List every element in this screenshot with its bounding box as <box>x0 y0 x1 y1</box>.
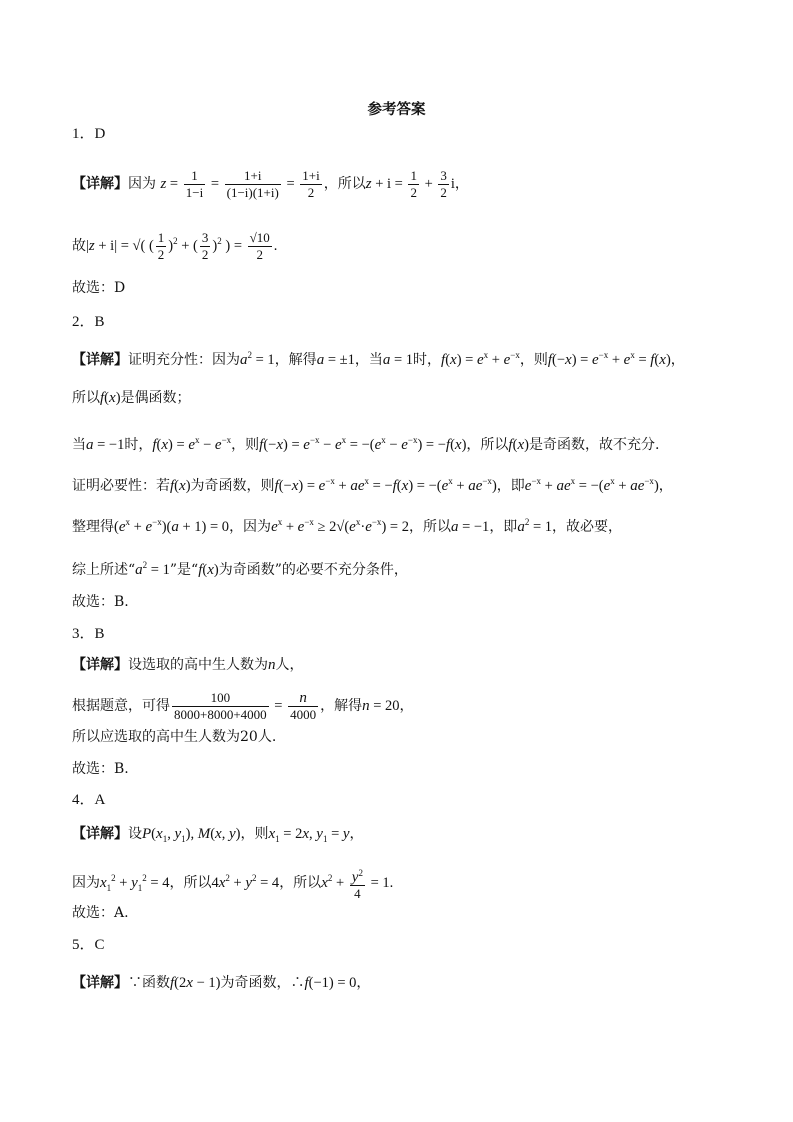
q2-text: 综上所述“ <box>72 561 136 578</box>
q2-text: ，则 <box>231 436 260 453</box>
q4-text: ，则 <box>240 826 269 842</box>
q5-formula: f(2x − 1) <box>170 975 221 991</box>
q1-text-d: 故 <box>72 237 86 254</box>
q5-text: ∵函数 <box>128 975 170 991</box>
q2-text: 为奇函数，则 <box>190 477 275 494</box>
q5-text: 为奇函数，∴ <box>220 975 305 991</box>
q2-text: 所以 <box>72 390 100 406</box>
q1-formula-1: z = $\frac{1}{1-i}$ = $\frac{1+i}{(1-i)(1+i)}$ = $\frac{1+i}{2}$ <box>160 168 320 200</box>
answer-2: 2．B <box>72 314 105 330</box>
q2-text: ，则 <box>519 351 548 368</box>
q2-line-3 <box>72 430 659 455</box>
q4-formula: $P(x_1$, $y_1$), M(x, y) <box>142 826 241 844</box>
answer-3: 3．B <box>72 626 105 642</box>
q2-text: ，即 <box>496 477 525 494</box>
q2-text: ，所以 <box>466 436 509 453</box>
q2-line-5 <box>72 512 622 537</box>
q4-text: ，所以 <box>169 875 212 891</box>
q4-text: 设 <box>128 826 142 842</box>
q2-formula: $f(x) = e^x + e^{-x}$ <box>441 350 520 368</box>
q2-text: 证明必要性：若 <box>72 477 170 494</box>
q4-text: ， <box>349 826 364 842</box>
answer-4: 4．A <box>72 792 106 808</box>
q2-text: ，故必要， <box>552 518 622 535</box>
q2-formula: $a^2 = 1$ <box>517 517 552 535</box>
q3-formula: $\frac{100}{8000+8000+4000}$ = $\frac{n}{4000}$ <box>174 690 317 722</box>
q3-formula: n = 20 <box>362 697 400 714</box>
detail-label: 【详解】 <box>72 826 128 842</box>
q4-formula: $x^2$ + $\frac{y^2}{4}$ = 1. <box>321 875 393 891</box>
q3-line-3: 所以应选取的高中生人数为20人. <box>72 729 277 745</box>
detail-label: 【详解】 <box>72 975 128 991</box>
q2-text: ，因为 <box>229 518 272 535</box>
q4-text: ，所以 <box>279 875 322 891</box>
q2-text: 是奇函数，故不充分. <box>528 436 660 453</box>
q2-formula: $f(-x) = e^{-x} + e^x = f(x)$ <box>547 350 671 368</box>
q3-text: ， <box>399 697 414 714</box>
q2-formula: $(e^x + e^{-x})(a + 1) = 0$ <box>114 517 230 535</box>
q2-line-6 <box>72 555 408 580</box>
q1-detail-line-1 <box>72 168 469 201</box>
q2-formula: f(x) <box>170 477 191 494</box>
q3-var-n: n <box>268 657 276 673</box>
q1-detail-line-2 <box>72 230 277 263</box>
q2-line-1: 【详解】证明充分性：因为$a^2 = 1$，解得a = ±1，当a = 1时，$f(x) = e^x + e^{-x}$，则$f(-x) = e^{-x} + e^x = f(x)$， <box>72 350 685 368</box>
q2-text: 证明充分性：因为 <box>128 351 240 368</box>
page-title: 参考答案 <box>367 101 426 118</box>
q4-text: 因为 <box>72 875 100 891</box>
detail-label: 【详解】 <box>72 351 128 368</box>
q2-formula: $f(-x) = e^{-x} - e^x = -(e^x - e^{-x}) = -f(x)$ <box>259 435 467 453</box>
q2-text: ，即 <box>489 518 518 535</box>
q5-formula: f(−1) = 0 <box>304 975 357 991</box>
q2-text: 时， <box>413 351 442 368</box>
detail-label: 【详解】 <box>72 657 128 673</box>
q4-formula: $x_1 = 2x$, $y_1 = y$ <box>268 826 350 844</box>
q2-line-4: 证明必要性：若f(x)为奇函数，则$f(-x) = e^{-x} + ae^x = -f(x) = -(e^x + ae^{-x})$，即$e^{-x} + ae^x = -(e^x + ae^{-x})$， <box>72 476 673 494</box>
q3-choose: 故选：B. <box>72 761 129 777</box>
q2-formula: $f(x) = e^x - e^{-x}$ <box>152 435 232 453</box>
q3-text: 人， <box>275 657 304 673</box>
q2-formula: a = 1 <box>382 351 414 368</box>
q1-text-a: 因为 <box>128 175 156 192</box>
q3-text: ，解得 <box>320 697 363 714</box>
q2-formula: $f(-x) = e^{-x} + ae^x = -f(x) = -(e^x + ae^{-x})$ <box>274 476 497 494</box>
q2-text: ，解得 <box>274 351 317 368</box>
q1-formula-2: z + i = $\frac{1}{2}$ + $\frac{3}{2}$ i <box>365 168 455 200</box>
q2-formula: $a^2 = 1$ <box>135 560 170 578</box>
q4-formula: $x_1^2 + y_1^2 = 4$ <box>100 873 170 893</box>
q3-text: 根据题意，可得 <box>72 697 170 714</box>
q1-choose: 故选：D <box>72 280 126 296</box>
q2-text: 时， <box>124 436 153 453</box>
q3-line-1 <box>72 655 304 675</box>
q5-text: ， <box>356 975 371 991</box>
q5-line-1 <box>72 973 370 993</box>
q1-formula-3: |z + i| = √( ( $\frac{1}{2}$ )$^2$ + ( $\frac{3}{2}$ )$^2$ ) = $\frac{√10}{2}$ . <box>86 230 278 262</box>
answer-5: 5．C <box>72 937 105 953</box>
q3-text: 设选取的高中生人数为 <box>128 657 268 673</box>
answer-1: 1．D <box>72 126 106 142</box>
q2-formula: $a^2 = 1$ <box>240 350 275 368</box>
q2-text: ，所以 <box>408 518 451 535</box>
q2-choose: 故选：B. <box>72 594 129 610</box>
q2-text: 为奇函数”的必要不充分条件， <box>218 561 408 578</box>
q4-line-1 <box>72 824 364 849</box>
q2-formula: $e^{-x} + ae^x = -(e^x + ae^{-x})$ <box>524 476 659 494</box>
q2-formula: a = ±1 <box>316 351 355 368</box>
q2-line-2 <box>72 388 191 408</box>
q2-formula: f(x) <box>508 436 529 453</box>
q4-formula: $4x^2 + y^2 = 4$ <box>211 873 280 891</box>
q4-choose: 故选：A. <box>72 905 129 921</box>
q2-text: 当 <box>72 436 86 453</box>
q1-text-c: ， <box>454 175 469 192</box>
q2-text: ，当 <box>354 351 383 368</box>
q2-text: ”是“ <box>169 561 199 578</box>
q2-formula: a = −1 <box>450 518 490 535</box>
q2-text: 是偶函数； <box>120 390 191 406</box>
q3-line-2 <box>72 690 414 723</box>
q2-text: 整理得 <box>72 518 114 535</box>
detail-label: 【详解】 <box>72 175 128 192</box>
q4-line-2 <box>72 865 393 902</box>
q2-formula: a = −1 <box>86 436 125 453</box>
q2-formula: $e^x + e^{-x} \ge 2√(e^x\cdot e^{-x}) = 2$ <box>271 517 409 535</box>
q2-formula: f(x) <box>100 390 121 406</box>
q1-text-b: ，所以 <box>323 175 366 192</box>
q2-formula: f(x) <box>198 561 219 578</box>
